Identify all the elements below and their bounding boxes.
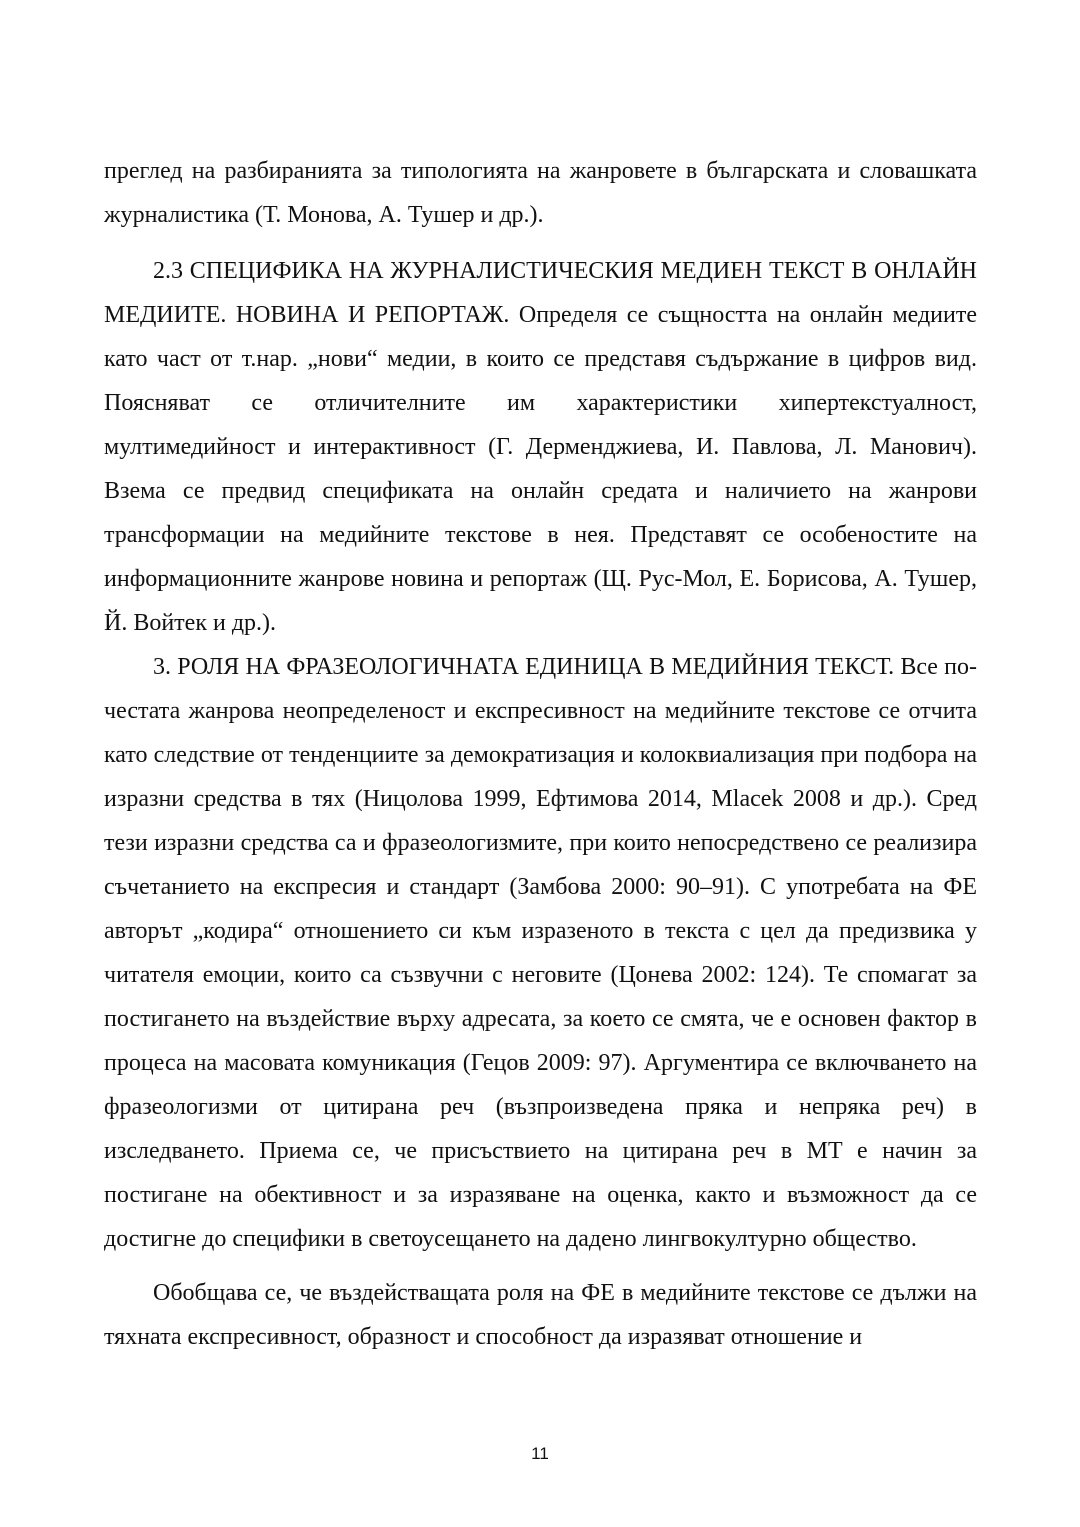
body-text [104,149,977,1359]
paragraph-section-2-3: 2.3 СПЕЦИФИКА НА ЖУРНАЛИСТИЧЕСКИЯ МЕДИЕН ТЕКСТ В ОНЛАЙН МЕДИИТЕ. НОВИНА И РЕПОРТАЖ. Определя се същността на онлайн медиите като част от т.нар. „нови“ медии, в които се представя съдържание в цифров вид. Поясняват се отличителните им характеристики хипертекстуалност, мултимедийност и интерактивност (Г. Дерменджиева, И. Павлова, Л. Манович). Взема се предвид спецификата на онлайн средата и наличието на жанрови трансформации на медийните текстове в нея. Представят се особеностите на информационните жанрове новина и репортаж (Щ. Рус-Мол, Е. Борисова, А. Тушер, Й. Войтек и др.). [104,258,977,636]
paragraph-section-3: 3. РОЛЯ НА ФРАЗЕОЛОГИЧНАТА ЕДИНИЦА В МЕДИЙНИЯ ТЕКСТ. Все по-честата жанрова неопределеност и експресивност на медийните текстове се отчита като следствие от тенденциите за демократизация и колоквиализация при подбора на изразни средства в тях (Ницолова 1999, Ефтимова 2014, Mlacek 2008 и др.). Сред тези изразни средства са и фразеологизмите, при които непосредствено се реализира съчетанието на експресия и стандарт (Замбова 2000: 90–91). С употребата на ФЕ авторът „кодира“ отношението си към изразеното в текста с цел да предизвика у читателя емоции, които са съзвучни с неговите (Цонева 2002: 124). Те спомагат за постигането на въздействие върху адресата, за което се смята, че е основен фактор в процеса на масовата комуникация (Гецов 2009: 97). Аргументира се включването на фразеологизми от цитирана реч (възпроизведена пряка и непряка реч) в изследването. Приема се, че присъствието на цитирана реч в МТ е начин за постигане на обективност и за изразяване на оценка, както и възможност да се достигне до специфики в светоусещането на дадено лингвокултурно общество. [104,654,977,1252]
paragraph-summary: Обобщава се, че въздействащата роля на ФЕ в медийните текстове се дължи на тяхната експресивност, образност и способност да изразяват отношение и [104,1280,977,1350]
page-number: 11 [531,1444,549,1463]
paragraph-continuation: преглед на разбиранията за типологията на жанровете в българската и словашката журналистика (Т. Монова, А. Тушер и др.). [104,158,977,228]
